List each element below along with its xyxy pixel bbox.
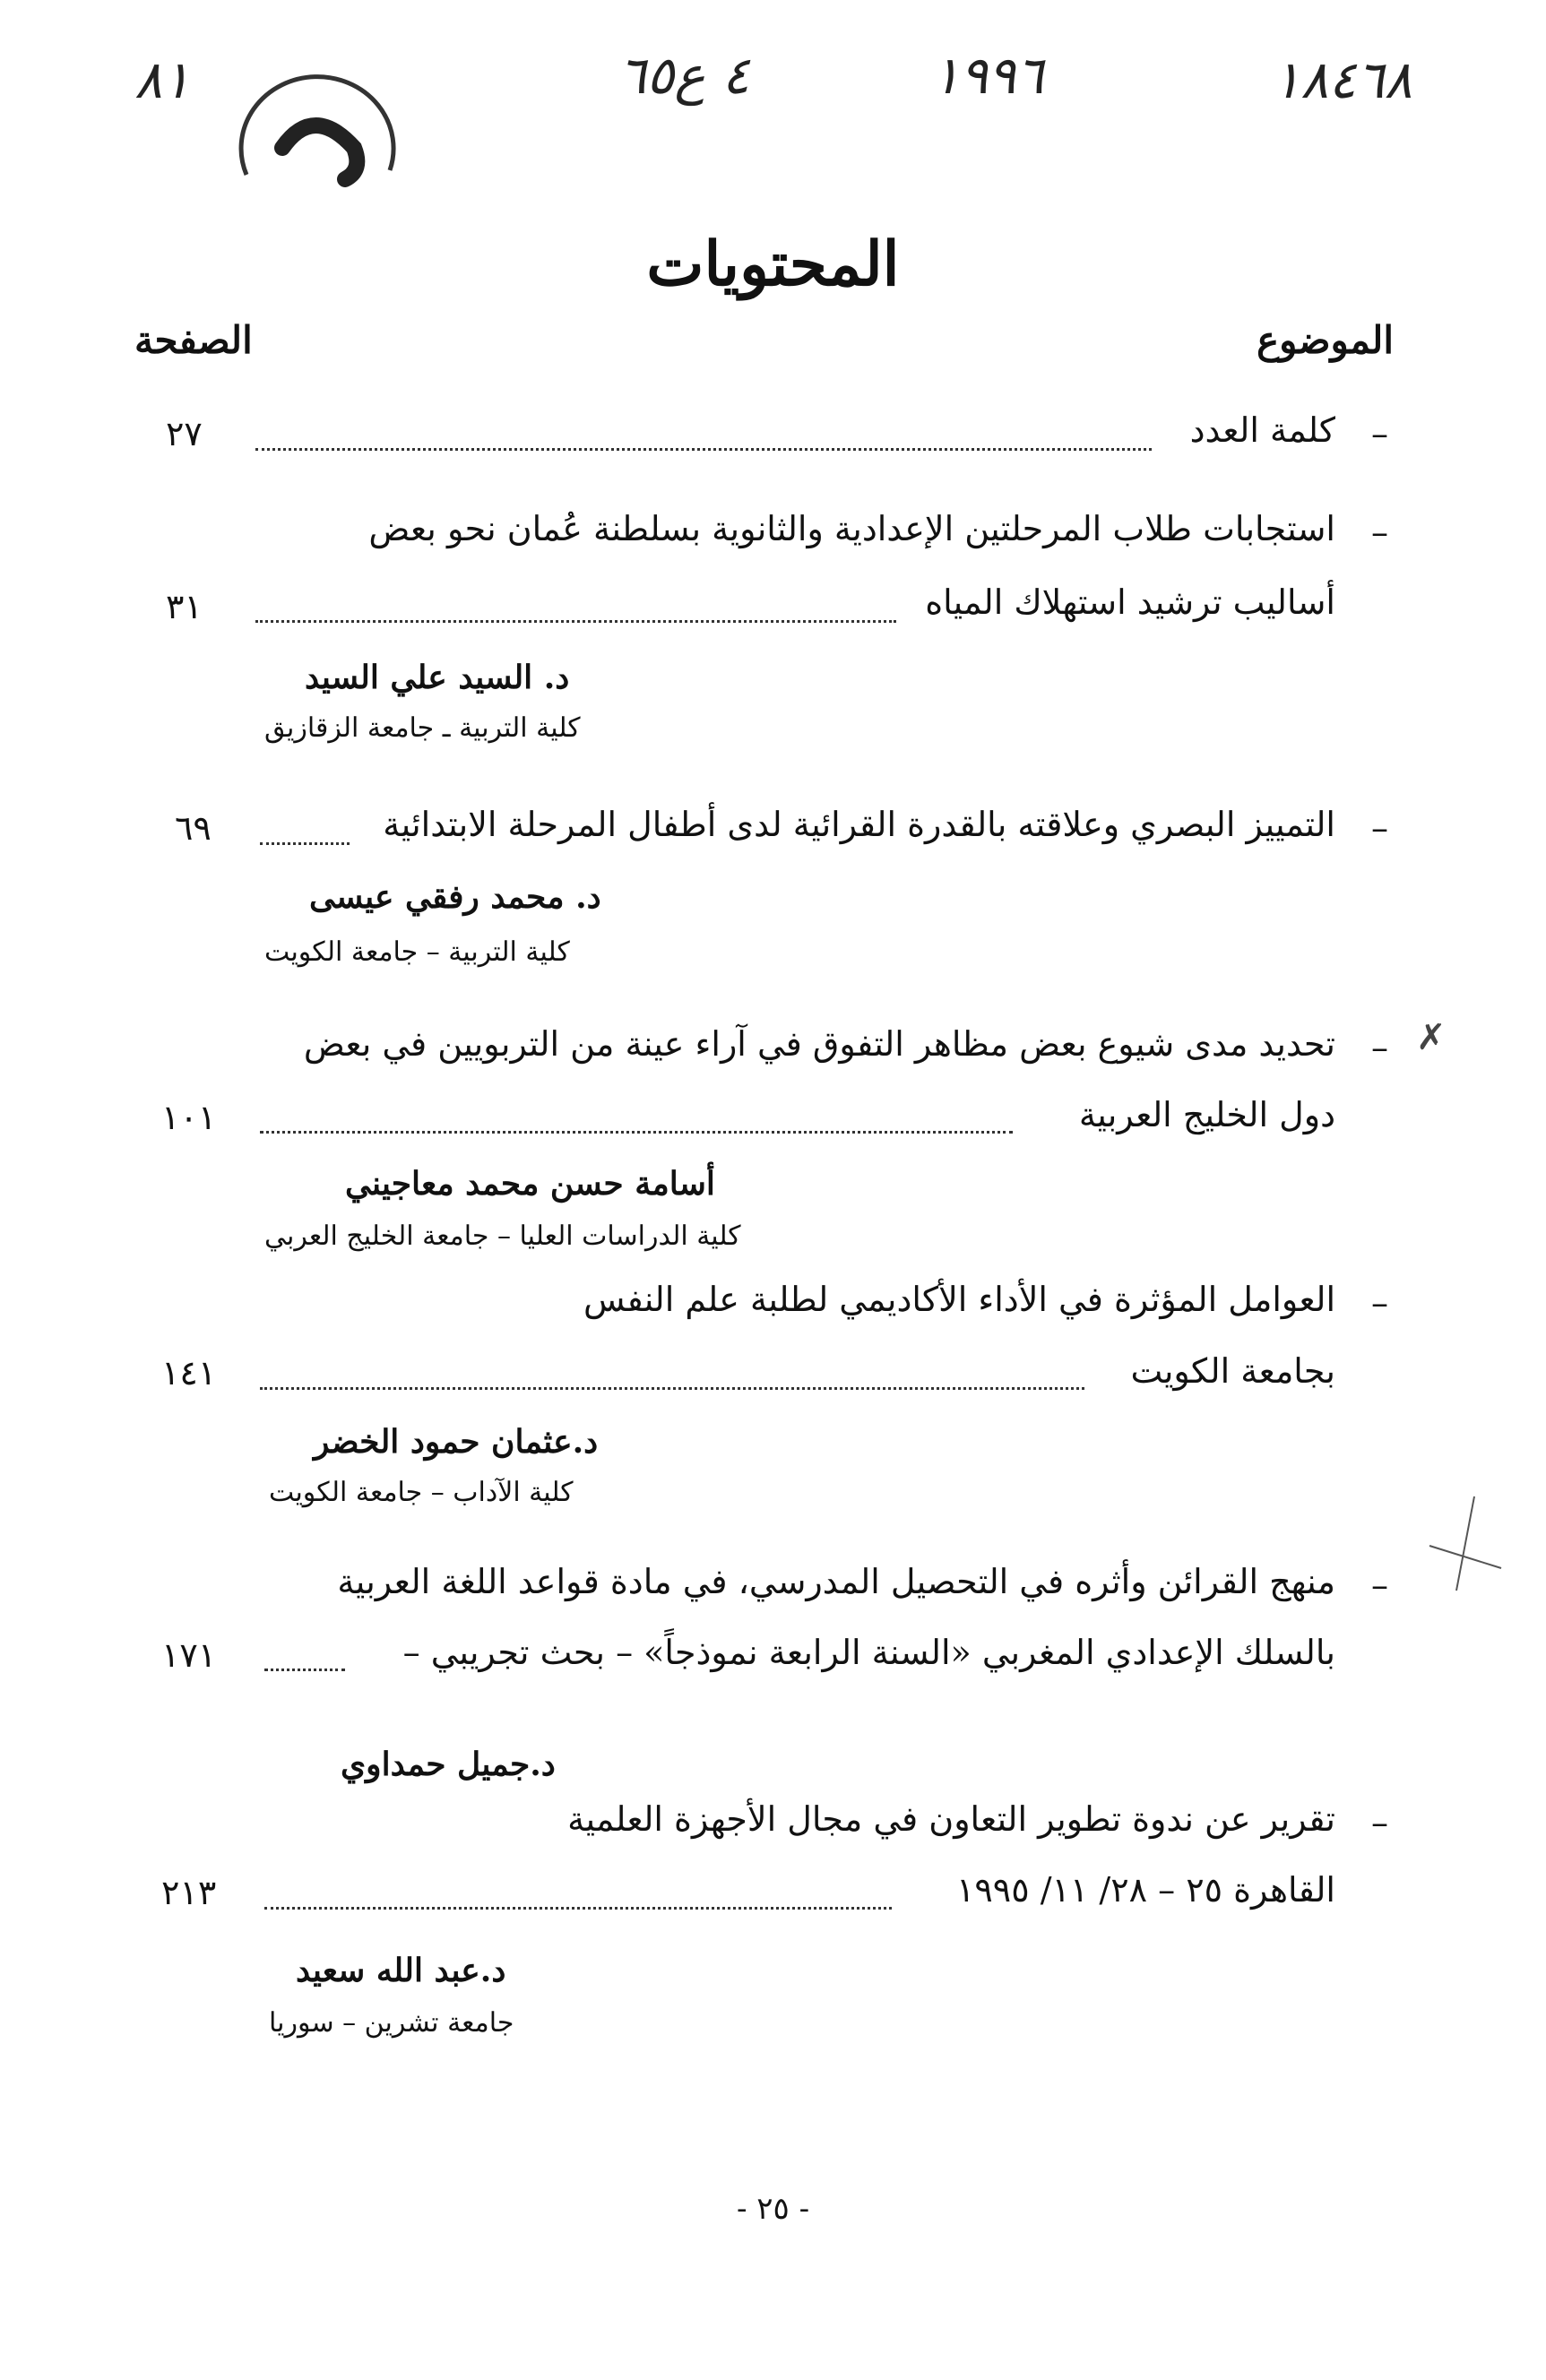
entry-author: أسامة حسن محمد معاجيني — [345, 1165, 715, 1203]
entry-title-line: تحديد مدى شيوع بعض مظاهر التفوق في آراء عينة من التربويين في بعض — [303, 1024, 1335, 1064]
dot-leader — [260, 842, 350, 845]
entry-title-line: دول الخليج العربية — [1078, 1095, 1335, 1134]
dot-leader — [255, 620, 896, 623]
handwritten-year: ١٩٩٦ — [932, 45, 1044, 106]
entry-title-line: كلمة العدد — [1189, 410, 1335, 450]
entry-dash: – — [1371, 513, 1388, 552]
entry-affiliation: كلية الآداب – جامعة الكويت — [269, 1477, 574, 1508]
entry-affiliation: كلية التربية – جامعة الكويت — [264, 936, 570, 968]
dot-leader — [264, 1907, 892, 1910]
margin-x-mark-2 — [1425, 1492, 1506, 1600]
entry-page-number: ٢١٣ — [161, 1873, 217, 1912]
entry-page-number: ٦٩ — [175, 808, 212, 848]
entry-title-line: منهج القرائن وأثره في التحصيل المدرسي، في مادة قواعد اللغة العربية — [337, 1562, 1335, 1601]
entry-dash: – — [1371, 414, 1388, 453]
dot-leader — [260, 1131, 1013, 1134]
entry-title-line: القاهرة ٢٥ – ٢٨/ ١١/ ١٩٩٥ — [955, 1870, 1335, 1910]
margin-x-mark: ✗ — [1416, 1017, 1447, 1058]
handwritten-number: ١٨٤٦٨ — [1273, 49, 1412, 110]
entry-author: د.عبد الله سعيد — [296, 1952, 506, 1989]
entry-title-line: التمييز البصري وعلاقته بالقدرة القرائية لدى أطفال المرحلة الابتدائية — [383, 805, 1335, 844]
handwritten-volume: ٤ ع٦٥ — [618, 45, 750, 106]
stamp-mark — [282, 125, 357, 179]
page-column-header: الصفحة — [134, 318, 253, 362]
dot-leader — [264, 1669, 345, 1671]
entry-author: د.جميل حمداوي — [341, 1746, 556, 1783]
entry-title-line: أساليب ترشيد استهلاك المياه — [925, 582, 1335, 622]
entry-author: د. السيد علي السيد — [305, 659, 570, 696]
entry-page-number: ١٤١ — [161, 1353, 217, 1393]
entry-page-number: ٢٧ — [166, 414, 203, 453]
mark-stroke — [1429, 1546, 1501, 1568]
dot-leader — [260, 1387, 1084, 1390]
dot-leader — [255, 448, 1152, 451]
handwritten-code: ٨١ — [134, 49, 191, 110]
topic-column-header: الموضوع — [1257, 318, 1394, 362]
entry-affiliation: كلية التربية ـ جامعة الزقازيق — [264, 712, 581, 744]
entry-page-number: ١٧١ — [161, 1635, 217, 1675]
entry-author: د.عثمان حمود الخضر — [314, 1423, 599, 1461]
entry-author: د. محمد رفقي عيسى — [309, 878, 601, 916]
entry-dash: – — [1371, 1565, 1388, 1605]
page-title: المحتويات — [646, 229, 900, 300]
entry-dash: – — [1371, 1283, 1388, 1323]
entry-page-number: ٣١ — [166, 587, 203, 626]
entry-title-line: العوامل المؤثرة في الأداء الأكاديمي لطلبة علم النفس — [583, 1280, 1335, 1319]
entry-dash: – — [1371, 1028, 1388, 1067]
page-number: - ٢٥ - — [736, 2191, 810, 2227]
entry-page-number: ١٠١ — [161, 1098, 217, 1137]
entry-title-line: استجابات طلاب المرحلتين الإعدادية والثانوية بسلطنة عُمان نحو بعض — [368, 509, 1335, 548]
entry-title-line: تقرير عن ندوة تطوير التعاون في مجال الأجهزة العلمية — [567, 1799, 1335, 1839]
entry-affiliation: جامعة تشرين – سوريا — [269, 2007, 514, 2039]
entry-title-line: بالسلك الإعدادي المغربي «السنة الرابعة نموذجاً» – بحث تجريبي – — [402, 1633, 1335, 1672]
mark-stroke — [1456, 1496, 1474, 1591]
library-stamp — [229, 72, 408, 206]
entry-title-line: بجامعة الكويت — [1130, 1351, 1335, 1391]
entry-affiliation: كلية الدراسات العليا – جامعة الخليج العربي — [264, 1220, 741, 1252]
entry-dash: – — [1371, 1803, 1388, 1842]
entry-dash: – — [1371, 808, 1388, 848]
